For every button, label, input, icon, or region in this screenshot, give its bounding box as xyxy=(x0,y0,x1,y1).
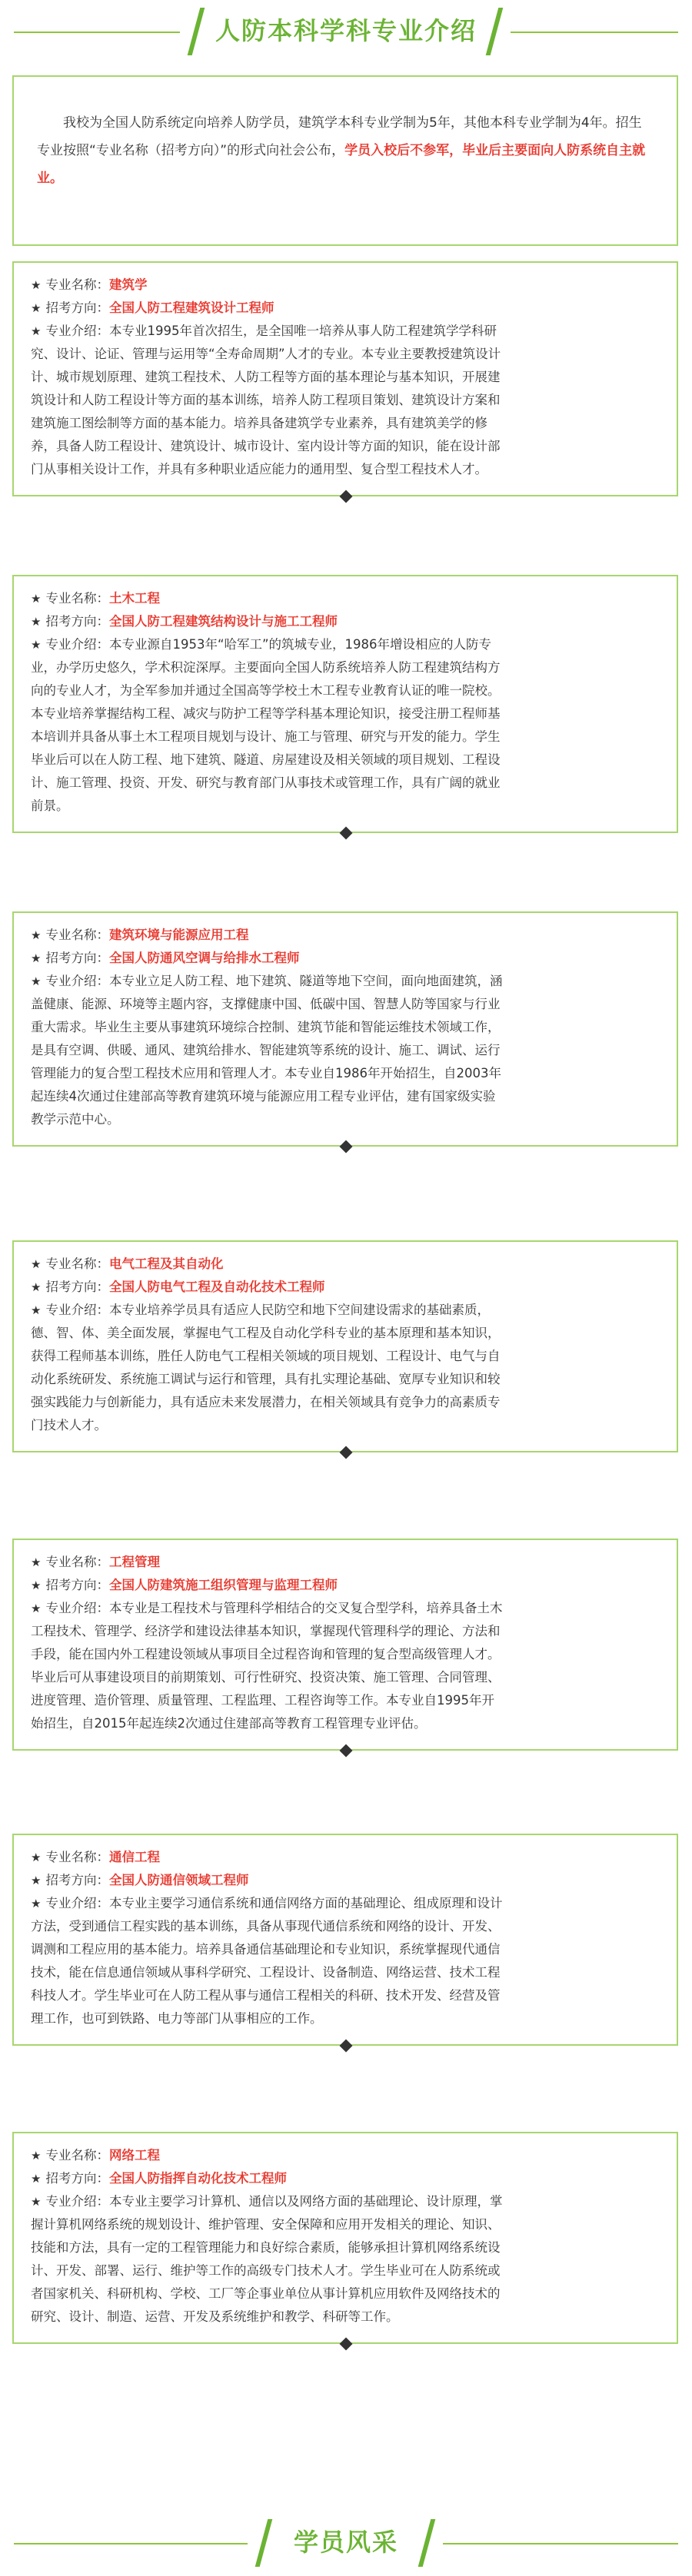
star-icon: ★ xyxy=(31,592,42,606)
major-card-body xyxy=(14,2133,677,2329)
major-line xyxy=(31,587,661,610)
description-line: 本专业培养学员具有适应人民防空和地下空间建设需求的基础素质， xyxy=(108,1303,490,1317)
major-card xyxy=(12,911,678,1147)
field-value: 全国人防通信领域工程师 xyxy=(108,1873,249,1887)
major-line xyxy=(31,1276,661,1299)
description-line: 门技术人才。 xyxy=(31,1418,107,1432)
major-card xyxy=(12,1539,678,1751)
description-line: 本专业是工程技术与管理科学相结合的交叉复合型学科，培养具备土木 xyxy=(108,1601,503,1615)
header-line-right xyxy=(511,32,678,33)
description-line: 建筑施工图绘制等方面的基本能力。培养具备建筑学专业素养，具有建筑美学的修 xyxy=(31,416,487,430)
description-line: 方法，受到通信工程实践的基本训练，具备从事现代通信系统和网络的设计、开发、 xyxy=(31,1919,501,1934)
major-card-body xyxy=(14,1242,677,1437)
description-line: 进度管理、造价管理、质量管理、工程监理、工程咨询等工作。本专业自1995年开 xyxy=(31,1693,494,1708)
star-icon: ★ xyxy=(31,1851,42,1864)
star-icon: ★ xyxy=(31,615,42,629)
description-line: 筑设计和人防工程设计等方面的基本训练，培养人防工程项目策划、建筑设计方案和 xyxy=(31,393,501,407)
major-card xyxy=(12,575,678,833)
field-label: 专业介绍： xyxy=(45,1896,109,1910)
star-icon: ★ xyxy=(31,1303,42,1317)
section-header-bottom xyxy=(0,2511,692,2576)
description-line: 重大需求。毕业生主要从事建筑环境综合控制、建筑节能和智能运维技术领域工作， xyxy=(31,1020,501,1034)
description-line: 理工作，也可到铁路、电力等部门从事相应的工作。 xyxy=(31,2011,323,2026)
star-icon: ★ xyxy=(31,974,42,988)
description-line: 计、开发、部署、运行、维护等工作的高级专门技术人才。学生毕业可在人防系统或 xyxy=(31,2263,501,2278)
field-label: 专业名称： xyxy=(45,1555,109,1569)
field-label: 专业介绍： xyxy=(45,974,109,988)
field-label: 招考方向： xyxy=(45,1873,109,1887)
star-icon: ★ xyxy=(31,1257,42,1271)
section-title-student-style: 学员风采 xyxy=(293,2528,398,2557)
description-line: 门从事相关设计工作，并具有多种职业适应能力的通用型、复合型工程技术人才。 xyxy=(31,462,487,476)
field-label: 专业介绍： xyxy=(45,2194,109,2209)
major-line xyxy=(31,2167,661,2190)
major-line xyxy=(31,1597,661,1620)
field-value: 工程管理 xyxy=(108,1555,160,1569)
description-line: 养，具备人防工程设计、建筑设计、城市设计、室内设计等方面的知识，能在设计部 xyxy=(31,439,501,453)
star-icon: ★ xyxy=(31,278,42,292)
description-line: 教学示范中心。 xyxy=(31,1112,120,1127)
star-icon: ★ xyxy=(31,2172,42,2186)
description-line: 起连续4次通过住建部高等教育建筑环境与能源应用工程专业评估，建有国家级实验 xyxy=(31,1089,496,1104)
description-line: 本培训并具备从事土木工程项目规划与设计、施工与管理、研究与开发的能力。学生 xyxy=(31,729,501,744)
star-icon: ★ xyxy=(31,2195,42,2209)
major-card-body xyxy=(14,263,677,481)
field-label: 招考方向： xyxy=(45,1578,109,1592)
major-line xyxy=(31,610,661,633)
major-line xyxy=(31,320,661,343)
star-icon: ★ xyxy=(31,1602,42,1615)
intro-text-highlight: 学员入校后不参军，毕业后主要面向人防系统自主就业。 xyxy=(37,143,646,186)
star-icon: ★ xyxy=(31,638,42,652)
star-icon: ★ xyxy=(31,1578,42,1592)
intro-text-plain: 我校为全国人防系统定向培养人防学员，建筑学本科专业学制为5年，其他本科专业学制为4年。招生专业按照“专业名称（招考方向）”的形式向社会公布， xyxy=(37,115,642,158)
description-line: 始招生，自2015年起连续2次通过住建部高等教育工程管理专业评估。 xyxy=(31,1716,427,1731)
field-label: 专业介绍： xyxy=(45,637,109,652)
description-line: 是具有空调、供暖、通风、建筑给排水、智能建筑等系统的设计、施工、调试、运行 xyxy=(31,1043,501,1057)
major-card xyxy=(12,2132,678,2344)
field-value: 建筑学 xyxy=(108,277,148,292)
field-value: 网络工程 xyxy=(108,2148,160,2163)
description-line: 强实践能力与创新能力，具有适应未来发展潜力，在相关领域具有竞争力的高素质专 xyxy=(31,1395,501,1409)
description-line: 德、智、体、美全面发展，掌握电气工程及自动化学科专业的基本原理和基本知识， xyxy=(31,1326,501,1340)
major-line xyxy=(31,297,661,320)
star-icon: ★ xyxy=(31,951,42,965)
field-label: 专业名称： xyxy=(45,2148,109,2163)
section-header-top xyxy=(0,0,692,65)
major-line xyxy=(31,2190,661,2213)
description-line: 调测和工程应用的基本能力。培养具备通信基础理论和专业知识，系统掌握现代通信 xyxy=(31,1942,501,1957)
description-line: 向的专业人才，为全军参加并通过全国高等学校土木工程专业教育认证的唯一院校。 xyxy=(31,683,501,698)
description-line: 本专业主要学习计算机、通信以及网络方面的基础理论、设计原理，掌 xyxy=(108,2194,503,2209)
star-icon: ★ xyxy=(31,1897,42,1910)
field-label: 专业介绍： xyxy=(45,1601,109,1615)
major-card-body xyxy=(14,576,677,818)
star-icon: ★ xyxy=(31,928,42,942)
field-value: 通信工程 xyxy=(108,1850,160,1864)
major-line xyxy=(31,970,661,993)
description-line: 管理能力的复合型工程技术应用和管理人才。本专业自1986年开始招生，自2003年 xyxy=(31,1066,501,1081)
star-icon: ★ xyxy=(31,2149,42,2163)
description-line: 握计算机网络系统的规划设计、维护管理、安全保障和应用开发相关的理论、知识、 xyxy=(31,2217,501,2232)
star-icon: ★ xyxy=(31,1555,42,1569)
field-value: 全国人防指挥自动化技术工程师 xyxy=(108,2171,287,2186)
field-label: 专业介绍： xyxy=(45,1303,109,1317)
field-value: 全国人防工程建筑设计工程师 xyxy=(108,300,274,315)
description-line: 技术，能在信息通信领域从事科学研究、工程设计、设备制造、网络运营、技术工程 xyxy=(31,1965,501,1980)
field-value: 全国人防建筑施工组织管理与监理工程师 xyxy=(108,1578,338,1592)
description-line: 手段，能在国内外工程建设领域从事项目全过程咨询和管理的复合型高级管理人才。 xyxy=(31,1647,501,1661)
description-line: 工程技术、管理学、经济学和建设法律基本知识，掌握现代管理科学的理论、方法和 xyxy=(31,1624,501,1638)
description-line: 前景。 xyxy=(31,798,69,813)
field-label: 招考方向： xyxy=(45,2171,109,2186)
field-value: 电气工程及其自动化 xyxy=(108,1256,224,1271)
field-label: 专业名称： xyxy=(45,1850,109,1864)
description-line: 者国家机关、科研机构、学校、工厂等企事业单位从事计算机应用软件及网络技术的 xyxy=(31,2286,501,2301)
description-line: 获得工程师基本训练，胜任人防电气工程相关领域的项目规划、工程设计、电气与自 xyxy=(31,1349,501,1363)
major-card-body xyxy=(14,1540,677,1735)
major-line xyxy=(31,1892,661,1915)
major-line xyxy=(31,1574,661,1597)
description-line: 本专业源自1953年“哈军工”的筑城专业，1986年增设相应的人防专 xyxy=(108,637,492,652)
description-line: 毕业后可以在人防工程、地下建筑、隧道、房屋建设及相关领域的项目规划、工程设 xyxy=(31,752,501,767)
field-label: 专业名称： xyxy=(45,277,109,292)
page-title: 人防本科学科专业介绍 xyxy=(215,16,477,45)
major-line xyxy=(31,1846,661,1869)
field-label: 招考方向： xyxy=(45,614,109,629)
star-icon: ★ xyxy=(31,324,42,338)
description-line: 本专业主要学习通信系统和通信网络方面的基础理论、组成原理和设计 xyxy=(108,1896,503,1910)
field-value: 土木工程 xyxy=(108,591,160,606)
major-card xyxy=(12,261,678,496)
major-line xyxy=(31,1253,661,1276)
description-line: 计、城市规划原理、建筑工程技术、人防工程等方面的基本理论与基本知识，开展建 xyxy=(31,370,501,384)
description-line: 科技人才。学生毕业可在人防工程从事与通信工程相关的科研、技术开发、经营及管 xyxy=(31,1988,501,2003)
field-value: 全国人防工程建筑结构设计与施工工程师 xyxy=(108,614,338,629)
star-icon: ★ xyxy=(31,301,42,315)
description-line: 毕业后可从事建设项目的前期策划、可行性研究、投资决策、施工管理、合同管理、 xyxy=(31,1670,501,1685)
intro-text xyxy=(37,109,652,192)
major-card-body xyxy=(14,1835,677,2030)
field-label: 专业名称： xyxy=(45,928,109,942)
description-line: 本专业1995年首次招生，是全国唯一培养从事人防工程建筑学学科研 xyxy=(108,324,497,338)
star-icon: ★ xyxy=(31,1280,42,1294)
major-card xyxy=(12,1240,678,1452)
description-line: 研究、设计、制造、运营、开发及系统维护和教学、科研等工作。 xyxy=(31,2309,399,2324)
header-line-right xyxy=(443,2543,678,2544)
description-line: 计、施工管理、投资、开发、研究与教育部门从事技术或管理工作，具有广阔的就业 xyxy=(31,775,501,790)
major-line xyxy=(31,1551,661,1574)
major-line xyxy=(31,924,661,947)
major-line xyxy=(31,1869,661,1892)
major-line xyxy=(31,2144,661,2167)
description-line: 本专业立足人防工程、地下建筑、隧道等地下空间，面向地面建筑，涵 xyxy=(108,974,503,988)
description-line: 动化系统研发、系统施工调试与运行和管理，具有扎实理论基础、宽厚专业知识和较 xyxy=(31,1372,501,1386)
star-icon: ★ xyxy=(31,1874,42,1887)
major-line xyxy=(31,1299,661,1322)
field-label: 招考方向： xyxy=(45,300,109,315)
intro-box xyxy=(12,75,678,246)
field-label: 专业介绍： xyxy=(45,324,109,338)
major-card xyxy=(12,1834,678,2046)
field-value: 全国人防电气工程及自动化技术工程师 xyxy=(108,1280,325,1294)
description-line: 技能和方法，具有一定的工程管理能力和良好综合素质，能够承担计算机网络系统设 xyxy=(31,2240,501,2255)
description-line: 业，办学历史悠久，学术积淀深厚。主要面向全国人防系统培养人防工程建筑结构方 xyxy=(31,660,501,675)
description-line: 盖健康、能源、环境等主题内容，支撑健康中国、低碳中国、智慧人防等国家与行业 xyxy=(31,997,501,1011)
field-value: 建筑环境与能源应用工程 xyxy=(108,928,249,942)
description-line: 本专业培养掌握结构工程、减灾与防护工程等学科基本理论知识，接受注册工程师基 xyxy=(31,706,501,721)
major-card-body xyxy=(14,913,677,1131)
field-label: 专业名称： xyxy=(45,591,109,606)
description-line: 究、设计、论证、管理与运用等“全寿命周期”人才的专业。本专业主要教授建筑设计 xyxy=(31,347,501,361)
major-line xyxy=(31,274,661,297)
field-label: 招考方向： xyxy=(45,951,109,965)
field-label: 招考方向： xyxy=(45,1280,109,1294)
major-line xyxy=(31,633,661,656)
field-label: 专业名称： xyxy=(45,1256,109,1271)
field-value: 全国人防通风空调与给排水工程师 xyxy=(108,951,300,965)
major-line xyxy=(31,947,661,970)
